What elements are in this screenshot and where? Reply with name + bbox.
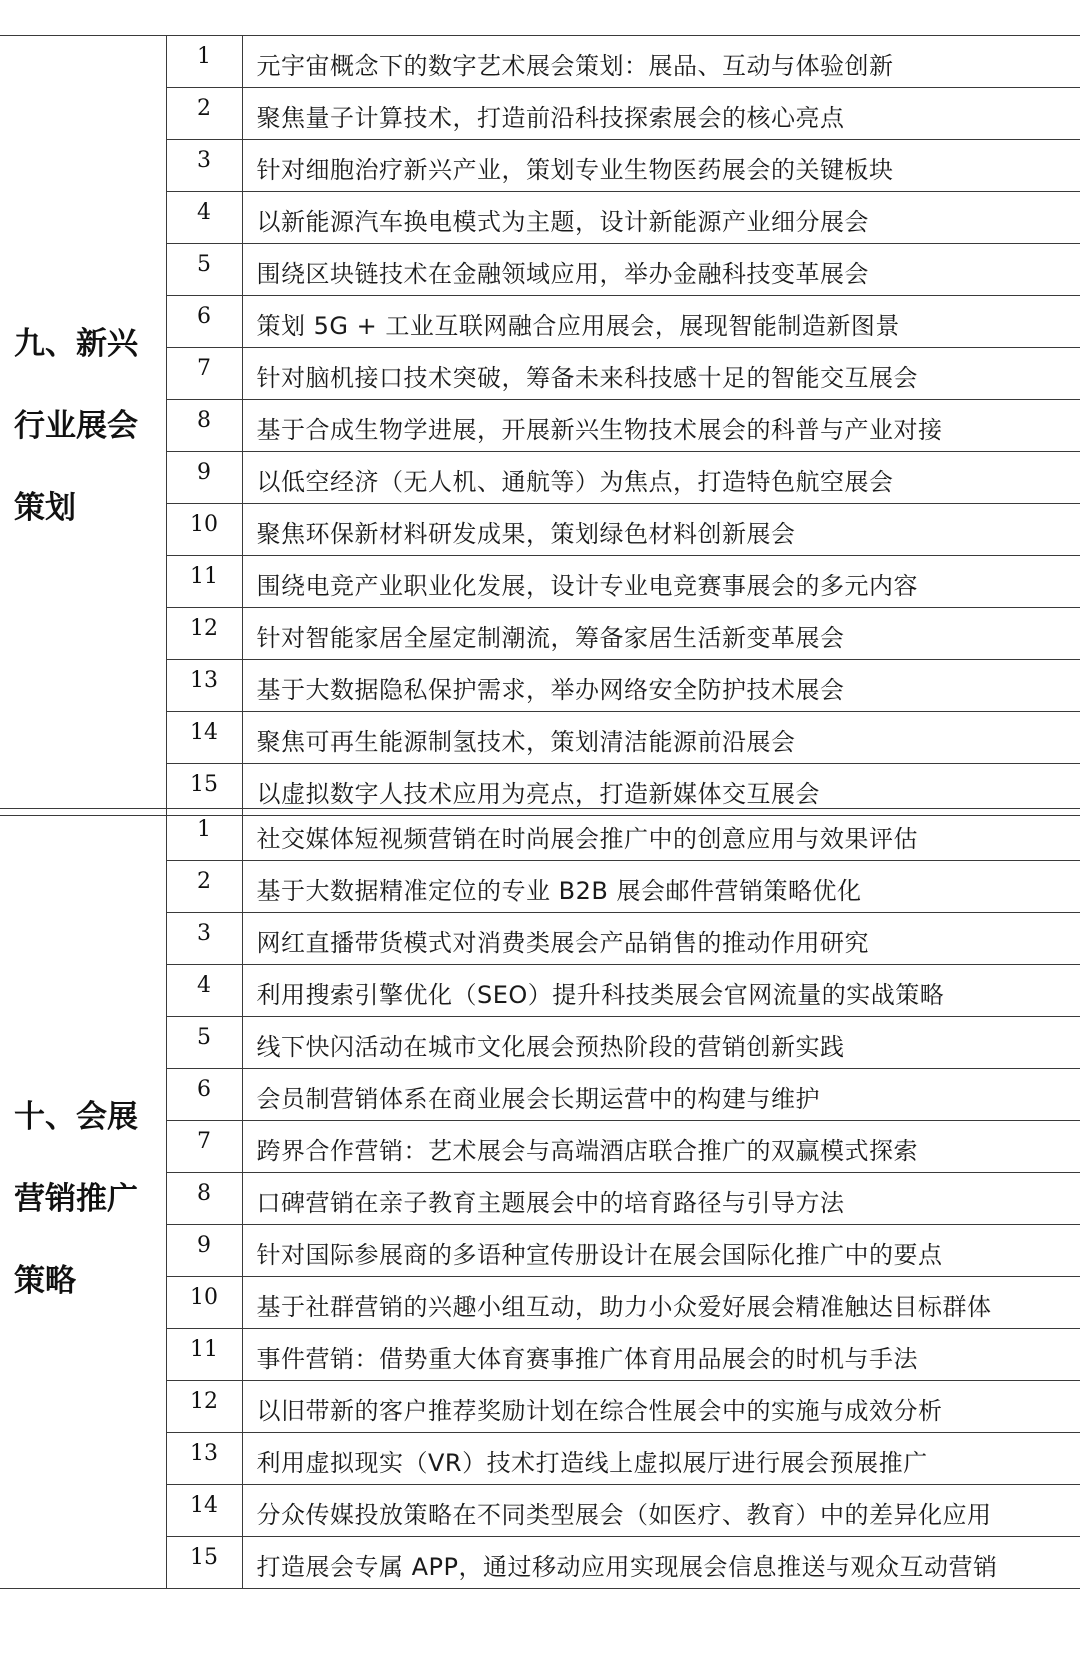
row-number: 15 (166, 1537, 242, 1589)
topic-text: 以旧带新的客户推荐奖励计划在综合性展会中的实施与成效分析 (242, 1381, 1080, 1433)
topic-text: 策划 5G + 工业互联网融合应用展会，展现智能制造新图景 (242, 296, 1080, 348)
table-row (0, 809, 1080, 861)
table-row (0, 36, 1080, 88)
row-number: 14 (166, 1485, 242, 1537)
category-label-line: 九、新兴 (14, 325, 138, 362)
topic-text: 基于大数据精准定位的专业 B2B 展会邮件营销策略优化 (242, 861, 1080, 913)
row-number: 8 (166, 1173, 242, 1225)
topic-text: 事件营销：借势重大体育赛事推广体育用品展会的时机与手法 (242, 1329, 1080, 1381)
topic-text: 以新能源汽车换电模式为主题，设计新能源产业细分展会 (242, 192, 1080, 244)
section-table-marketing-strategy (0, 808, 1080, 1589)
category-label-line: 策划 (14, 489, 76, 526)
topic-text: 基于大数据隐私保护需求，举办网络安全防护技术展会 (242, 660, 1080, 712)
row-number: 6 (166, 1069, 242, 1121)
topic-text: 聚焦量子计算技术，打造前沿科技探索展会的核心亮点 (242, 88, 1080, 140)
category-label-line: 行业展会 (14, 407, 138, 444)
category-label-line: 营销推广 (14, 1180, 138, 1217)
row-number: 9 (166, 452, 242, 504)
section-table-emerging-industry (0, 35, 1080, 816)
topic-text: 跨界合作营销：艺术展会与高端酒店联合推广的双赢模式探索 (242, 1121, 1080, 1173)
topic-text: 分众传媒投放策略在不同类型展会（如医疗、教育）中的差异化应用 (242, 1485, 1080, 1537)
topic-text: 以低空经济（无人机、通航等）为焦点，打造特色航空展会 (242, 452, 1080, 504)
category-cell (0, 809, 166, 1589)
topic-text: 打造展会专属 APP，通过移动应用实现展会信息推送与观众互动营销 (242, 1537, 1080, 1589)
row-number: 1 (166, 36, 242, 88)
row-number: 11 (166, 556, 242, 608)
row-number: 13 (166, 1433, 242, 1485)
row-number: 5 (166, 1017, 242, 1069)
topic-text: 针对细胞治疗新兴产业，策划专业生物医药展会的关键板块 (242, 140, 1080, 192)
topic-text: 网红直播带货模式对消费类展会产品销售的推动作用研究 (242, 913, 1080, 965)
row-number: 12 (166, 1381, 242, 1433)
row-number: 7 (166, 1121, 242, 1173)
row-number: 4 (166, 965, 242, 1017)
category-label-line: 十、会展 (14, 1098, 138, 1135)
row-number: 3 (166, 140, 242, 192)
topic-text: 针对智能家居全屋定制潮流，筹备家居生活新变革展会 (242, 608, 1080, 660)
topic-text: 针对脑机接口技术突破，筹备未来科技感十足的智能交互展会 (242, 348, 1080, 400)
row-number: 3 (166, 913, 242, 965)
row-number: 5 (166, 244, 242, 296)
category-cell (0, 36, 166, 816)
topic-text: 利用虚拟现实（VR）技术打造线上虚拟展厅进行展会预展推广 (242, 1433, 1080, 1485)
row-number: 4 (166, 192, 242, 244)
row-number: 8 (166, 400, 242, 452)
topic-text: 聚焦环保新材料研发成果，策划绿色材料创新展会 (242, 504, 1080, 556)
row-number: 14 (166, 712, 242, 764)
row-number: 7 (166, 348, 242, 400)
topic-text: 利用搜索引擎优化（SEO）提升科技类展会官网流量的实战策略 (242, 965, 1080, 1017)
row-number: 9 (166, 1225, 242, 1277)
topic-text: 会员制营销体系在商业展会长期运营中的构建与维护 (242, 1069, 1080, 1121)
row-number: 10 (166, 504, 242, 556)
row-number: 11 (166, 1329, 242, 1381)
topic-text: 针对国际参展商的多语种宣传册设计在展会国际化推广中的要点 (242, 1225, 1080, 1277)
topic-text: 线下快闪活动在城市文化展会预热阶段的营销创新实践 (242, 1017, 1080, 1069)
topic-text: 围绕区块链技术在金融领域应用，举办金融科技变革展会 (242, 244, 1080, 296)
row-number: 2 (166, 88, 242, 140)
row-number: 1 (166, 809, 242, 861)
topic-text: 聚焦可再生能源制氢技术，策划清洁能源前沿展会 (242, 712, 1080, 764)
topic-text: 基于合成生物学进展，开展新兴生物技术展会的科普与产业对接 (242, 400, 1080, 452)
topic-text: 以虚拟数字人技术应用为亮点，打造新媒体交互展会 (242, 764, 1080, 816)
topic-text: 元宇宙概念下的数字艺术展会策划：展品、互动与体验创新 (242, 36, 1080, 88)
topic-text: 基于社群营销的兴趣小组互动，助力小众爱好展会精准触达目标群体 (242, 1277, 1080, 1329)
row-number: 10 (166, 1277, 242, 1329)
topic-text: 口碑营销在亲子教育主题展会中的培育路径与引导方法 (242, 1173, 1080, 1225)
row-number: 15 (166, 764, 242, 816)
topic-text: 围绕电竞产业职业化发展，设计专业电竞赛事展会的多元内容 (242, 556, 1080, 608)
row-number: 12 (166, 608, 242, 660)
row-number: 6 (166, 296, 242, 348)
category-label-line: 策略 (14, 1262, 76, 1299)
topic-text: 社交媒体短视频营销在时尚展会推广中的创意应用与效果评估 (242, 809, 1080, 861)
row-number: 13 (166, 660, 242, 712)
row-number: 2 (166, 861, 242, 913)
